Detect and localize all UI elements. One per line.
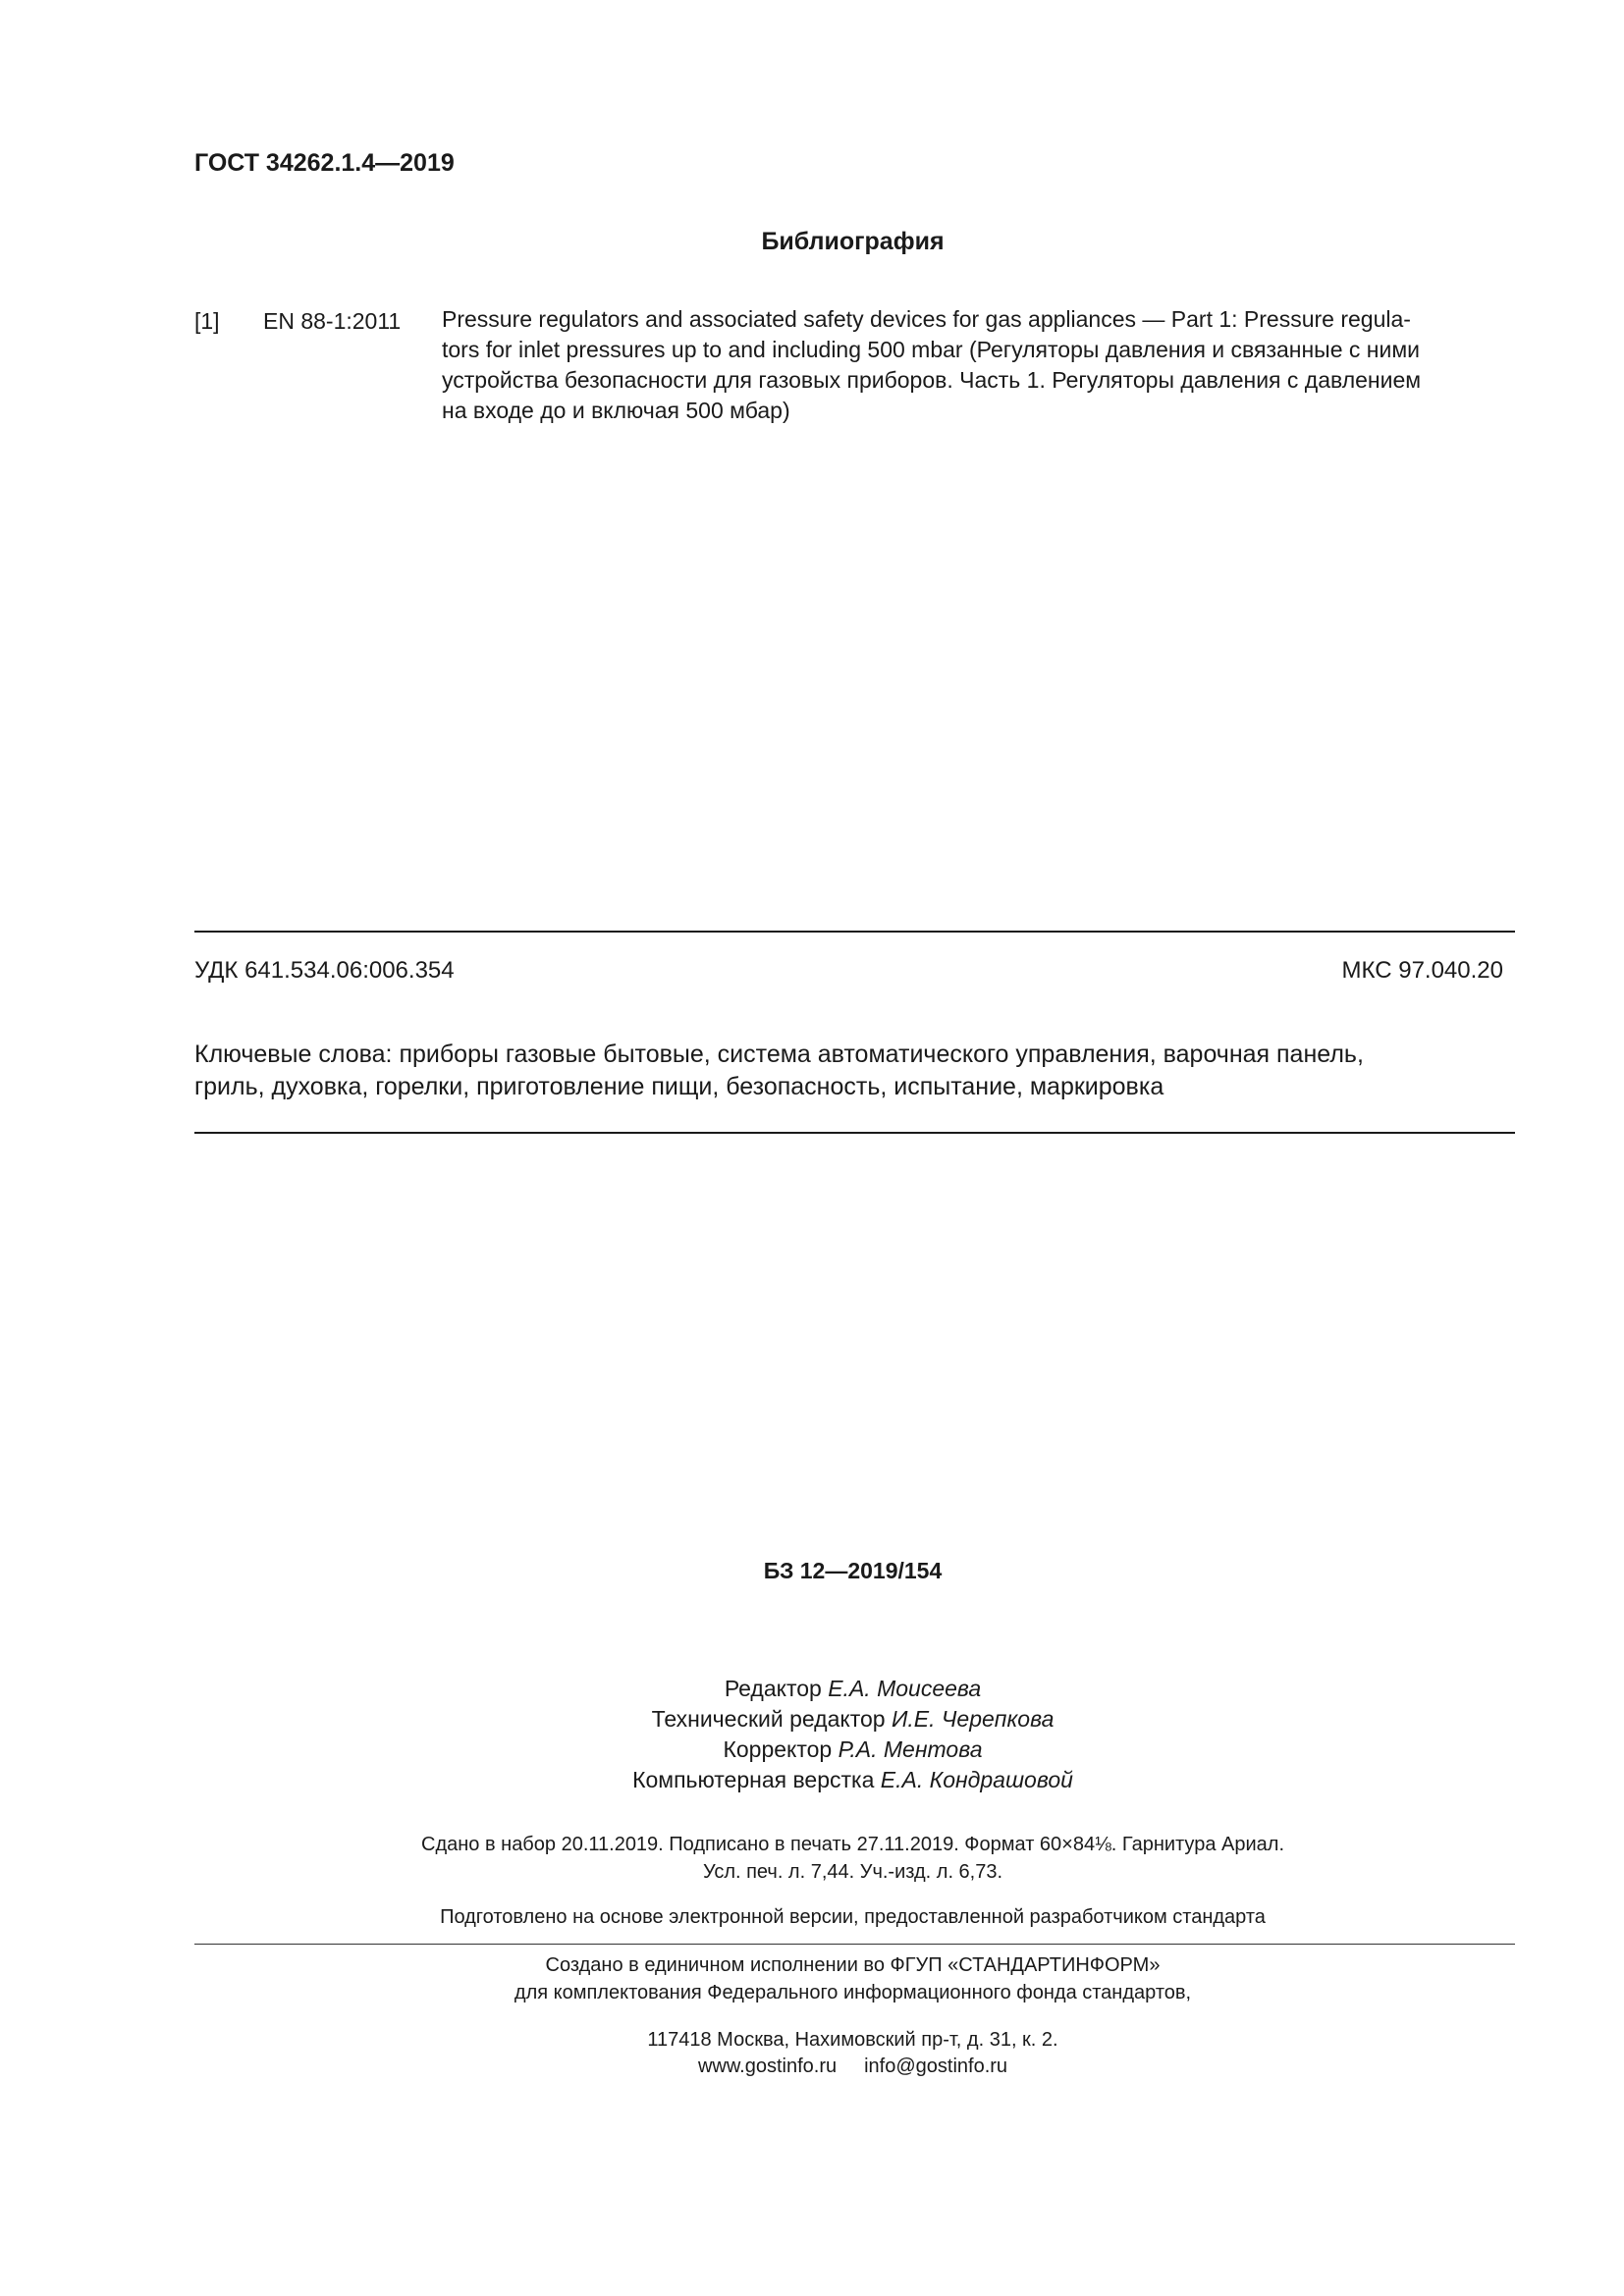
page-header-standard-code: ГОСТ 34262.1.4—2019 <box>194 149 455 177</box>
divider-imprint <box>194 1944 1515 1945</box>
publisher-address: 117418 Москва, Нахимовский пр-т, д. 31, к. 2. <box>647 2029 1058 2051</box>
bibliography-entry-line: устройства безопасности для газовых приборов. Часть 1. Регуляторы давления с давлением <box>442 367 1422 393</box>
divider-bottom <box>194 1132 1515 1134</box>
bibliography-entry-line: tors for inlet pressures up to and including 500 mbar (Регуляторы давления и связанные с ними <box>442 337 1420 362</box>
credit-layout: Компьютерная верстка Е.А. Кондрашовой <box>632 1767 1073 1792</box>
bibliography-entry-number: [1] <box>194 308 220 334</box>
print-details-line: Сдано в набор 20.11.2019. Подписано в печать 27.11.2019. Формат 60×84⅛. Гарнитура Ариал. <box>421 1834 1284 1855</box>
credit-technical-editor: Технический редактор И.Е. Черепкова <box>651 1706 1055 1732</box>
bibliography-entry-line: на входе до и включая 500 мбар) <box>442 398 790 423</box>
credit-editor: Редактор Е.А. Моисеева <box>724 1676 982 1701</box>
bibliography-entry-line: Pressure regulators and associated safety devices for gas appliances — Part 1: Pressure regula- <box>442 306 1411 332</box>
created-note <box>0 1951 1624 2006</box>
created-line: Создано в единичном исполнении во ФГУП «СТАНДАРТИНФОРМ» <box>545 1954 1161 1976</box>
publisher-contacts <box>0 2027 1624 2080</box>
print-details <box>0 1831 1624 1886</box>
bz-number: БЗ 12—2019/154 <box>763 1558 943 1583</box>
keywords <box>194 1039 1515 1103</box>
publisher-web-line <box>0 2054 1624 2080</box>
mks-code: МКС 97.040.20 <box>1341 957 1503 984</box>
bibliography-entry-code: EN 88-1:2011 <box>263 308 402 334</box>
keywords-line: гриль, духовка, горелки, приготовление пищи, безопасность, испытание, маркировка <box>194 1073 1164 1100</box>
created-line: для комплектования Федерального информационного фонда стандартов, <box>514 1982 1192 2003</box>
prepared-note: Подготовлено на основе электронной версии, предоставленной разработчиком стандарта <box>440 1906 1266 1928</box>
bibliography-title: Библиография <box>761 228 945 255</box>
print-details-line: Усл. печ. л. 7,44. Уч.-изд. л. 6,73. <box>702 1861 1003 1883</box>
udk-code: УДК 641.534.06:006.354 <box>194 957 455 984</box>
website-link[interactable]: www.gostinfo.ru <box>697 2056 838 2077</box>
keywords-line: Ключевые слова: приборы газовые бытовые, система автоматического управления, варочная панель, <box>194 1041 1364 1068</box>
credits-block <box>0 1674 1624 1795</box>
credit-corrector: Корректор Р.А. Ментова <box>723 1736 983 1762</box>
bibliography-entry-text <box>442 304 1515 426</box>
email-link[interactable]: info@gostinfo.ru <box>864 2056 1008 2077</box>
divider-top <box>194 931 1515 933</box>
